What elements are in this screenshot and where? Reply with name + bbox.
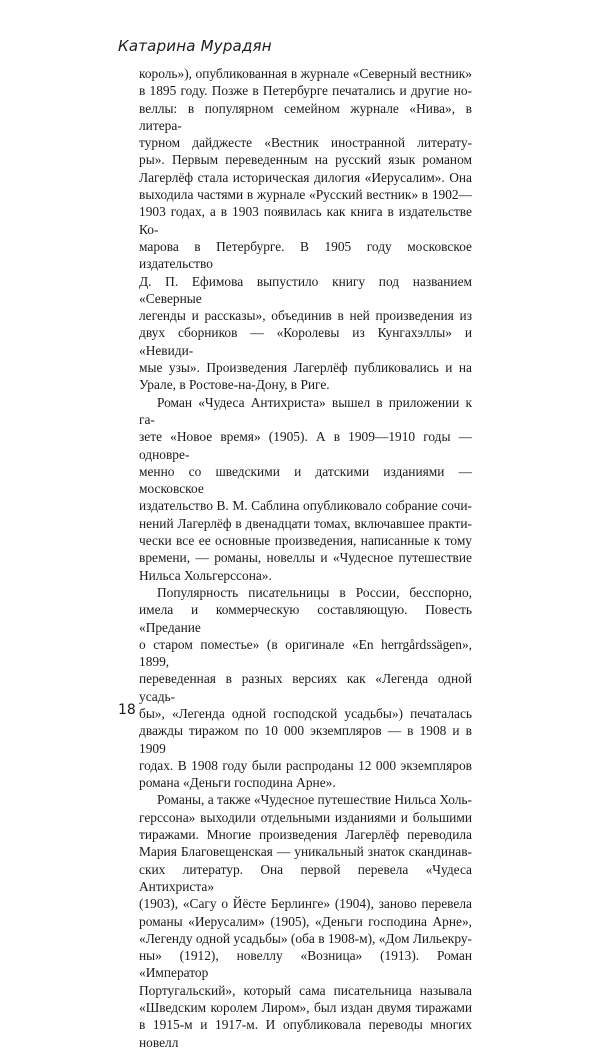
text-line: времени, — романы, новеллы и «Чудесное путешествие <box>139 550 472 566</box>
text-line: в 1915-м и 1917-м. И опубликовала переводы многих новелл <box>139 1017 472 1050</box>
text-line: Мария Благовещенская — уникальный знаток скандинав- <box>139 844 472 860</box>
text-line: зете «Новое время» (1905). А в 1909—1910 годы — одновре- <box>139 429 472 462</box>
text-line: романы «Иерусалим» (1905), «Деньги господина Арне», <box>139 913 472 929</box>
text-line: веллы: в популярном семейном журнале «Нива», в литера- <box>139 100 472 133</box>
text-line: менно со шведскими и датскими изданиями — московское <box>139 463 472 497</box>
text-line: ры». Первым переведенным на русский язык романом <box>139 152 472 168</box>
text-line: нений Лагерлёф в двенадцати томах, включавшее практи- <box>139 515 472 531</box>
text-line: Д. П. Ефимова выпустило книгу под названием «Северные <box>139 273 472 306</box>
text-line: годах. В 1908 году были распроданы 12 000 экземпляров <box>139 757 472 773</box>
text-line: ских литератур. Она первой перевела «Чудеса Антихриста» <box>139 861 472 894</box>
text-line: Лагерлёф стала историческая дилогия «Иерусалим». Она <box>139 169 472 185</box>
text-line: марова в Петербурге. В 1905 году московское издательство <box>139 238 472 272</box>
text-line: Португальский», который сама писательница называла <box>139 982 472 998</box>
text-line: в 1895 году. Позже в Петербурге печатались и другие но- <box>139 83 472 99</box>
text-line: Нильса Хольгерссона». <box>139 567 272 583</box>
text-line: бы», «Легенда одной господской усадьбы») печаталась <box>139 705 472 721</box>
text-line: Роман «Чудеса Антихриста» вышел в приложении к га- <box>139 394 472 427</box>
page-number: 18 <box>118 702 136 718</box>
text-line: выходила частями в журнале «Русский вестник» в 1902— <box>139 187 472 203</box>
text-line: двух сборников — «Королевы из Кунгахэллы» и «Невиди- <box>139 325 472 358</box>
text-line: «Легенду одной усадьбы» (оба в 1908-м), «Дом Лильекру- <box>139 930 472 946</box>
text-line: дважды тиражом по 10 000 экземпляров — в 1908 и в 1909 <box>139 723 472 756</box>
text-line: «Шведским королем Лиром», был издан двумя тиражами <box>139 1000 472 1016</box>
text-line: Популярность писательницы в России, бесспорно, <box>157 584 472 600</box>
running-header-author: Катарина Мурадян <box>118 37 272 55</box>
text-line: чески все ее основные произведения, написанные к тому <box>139 533 472 549</box>
text-line: легенды и рассказы», объединив в ней произведения из <box>139 308 472 324</box>
body-text <box>139 65 472 1051</box>
text-line: (1903), «Сагу о Йёсте Берлинге» (1904), заново перевела <box>139 896 472 912</box>
text-line: мые узы». Произведения Лагерлёф публиковались и на <box>139 360 472 376</box>
text-line: Урале, в Ростове-на-Дону, в Риге. <box>139 377 330 393</box>
text-line: герссона» выходили отдельными изданиями и большими <box>139 809 472 825</box>
text-line: турном дайджесте «Вестник иностранной литерату- <box>139 135 472 151</box>
text-line: романа «Деньги господина Арне». <box>139 775 336 791</box>
text-line: имела и коммерческую составляющую. Повесть «Предание <box>139 602 472 635</box>
text-line: Романы, а также «Чудесное путешествие Нильса Холь- <box>157 792 472 808</box>
text-line: ны» (1912), новеллу «Возница» (1913). Роман «Император <box>139 948 472 981</box>
text-line: король»), опубликованная в журнале «Северный вестник» <box>139 66 472 81</box>
text-line: издательство В. М. Саблина опубликовало собрание сочи- <box>139 498 472 514</box>
text-line: 1903 годах, а в 1903 появилась как книга в издательстве Ко- <box>139 204 472 237</box>
text-line: тиражами. Многие произведения Лагерлёф переводила <box>139 827 472 843</box>
text-line: переведенная в разных версиях как «Легенда одной усадь- <box>139 671 472 704</box>
text-line: о старом поместье» (в оригинале «En herrgårdssägen», 1899, <box>139 636 472 670</box>
